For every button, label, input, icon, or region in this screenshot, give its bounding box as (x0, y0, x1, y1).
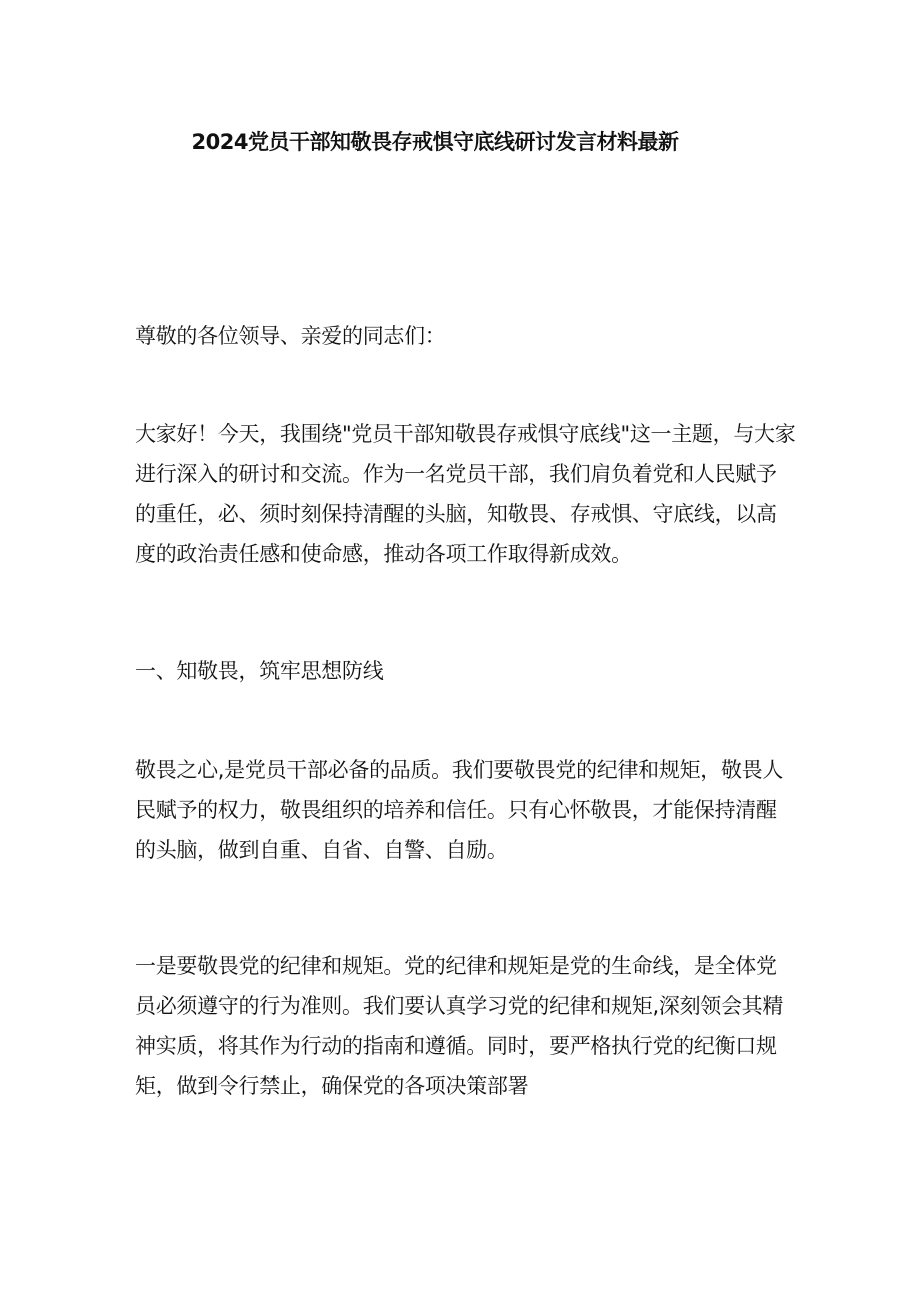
body-paragraph: 一是要敬畏党的纪律和规矩。党的纪律和规矩是党的生命线，是全体党员必须遵守的行为准则。我们要认真学习党的纪律和规矩,深刻领会其精神实质，将其作为行动的指南和遵循。同时，要严格执行党的纪衡口规矩，做到令行禁止，确保党的各项决策部署 (135, 954, 784, 1098)
salutation-paragraph: 尊敬的各位领导、亲爱的同志们： (135, 324, 446, 348)
intro-paragraph: 大家好！今天，我围绕"党员干部知敬畏存戒惧守底线"这一主题，与大家进行深入的研讨和交流。作为一名党员干部，我们肩负着党和人民赋予的重任，必、须时刻保持清醒的头脑，知敬畏、存戒惧、守底线，以高度的政治责任感和使命感，推动各项工作取得新成效。 (135, 422, 796, 566)
section-heading: 一、知敬畏，筑牢思想防线 (135, 659, 384, 683)
body-paragraph: 敬畏之心,是党员干部必备的品质。我们要敬畏党的纪律和规矩，敬畏人民赋予的权力，敬畏组织的培养和信任。只有心怀敬畏，才能保持清醒的头脑，做到自重、自省、自警、自励。 (135, 758, 784, 862)
document-title: 2024党员干部知敬畏存戒惧守底线研讨发言材料最新 (191, 130, 679, 154)
